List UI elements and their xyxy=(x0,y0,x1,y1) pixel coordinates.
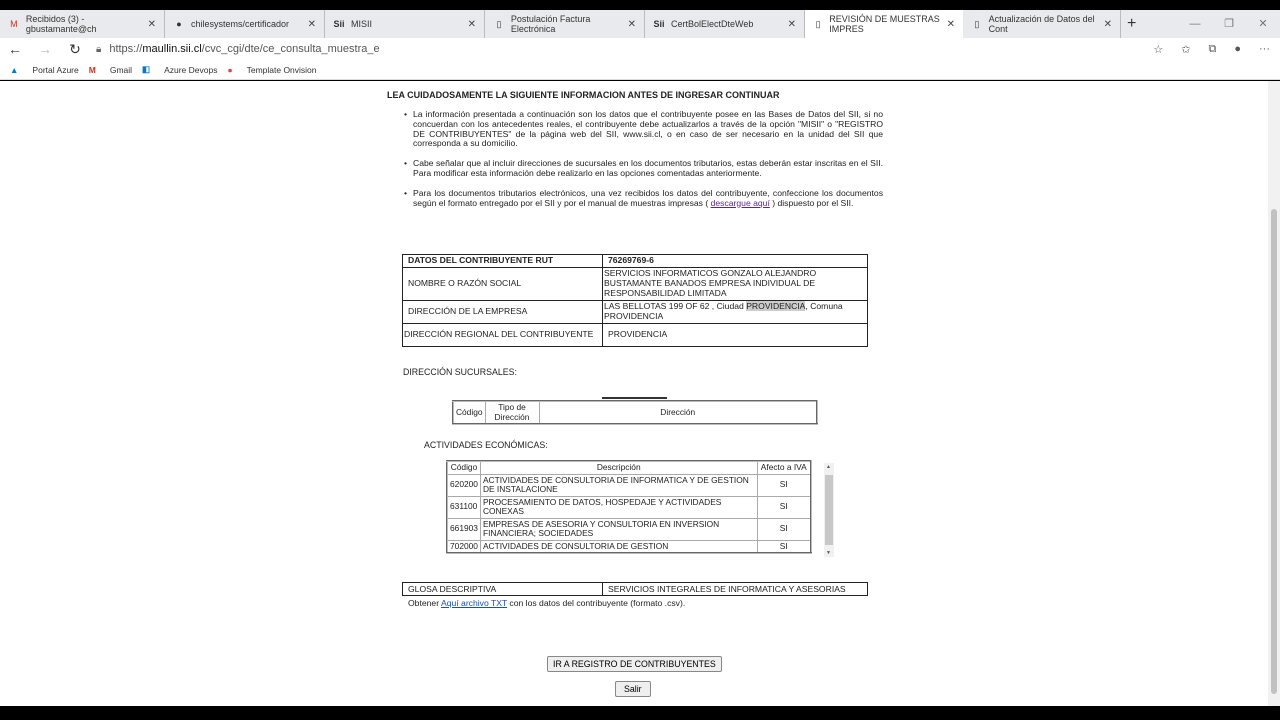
restore-button[interactable]: ❐ xyxy=(1224,18,1234,30)
col-header: Descripción xyxy=(480,461,757,474)
add-favorite-icon[interactable]: ☆ xyxy=(1153,43,1164,56)
minimize-button[interactable]: — xyxy=(1189,18,1201,30)
direccion-value: LAS BELLOTAS 199 OF 62 , Ciudad PROVIDENCIA, Comuna PROVIDENCIA xyxy=(603,300,868,323)
close-tab-icon[interactable]: ✕ xyxy=(307,18,316,30)
table-row: 620200 ACTIVIDADES DE CONSULTORIA DE INFORMATICA Y DE GESTION DE INSTALACIONE SI xyxy=(447,474,811,496)
nombre-value: SERVICIOS INFORMATICOS GONZALO ALEJANDRO BUSTAMANTE BANADOS EMPRESA INDIVIDUAL DE RESPONSABILIDAD LIMITADA xyxy=(603,267,868,300)
txt-download-link[interactable]: Aquí archivo TXT xyxy=(440,598,508,608)
gmail-icon: M xyxy=(10,19,18,29)
salir-button[interactable]: Salir xyxy=(615,681,651,697)
tab-misii[interactable]: Sii MISII ✕ xyxy=(325,10,485,38)
actividades-label: ACTIVIDADES ECONÓMICAS: xyxy=(424,440,548,450)
close-window-button[interactable]: ✕ xyxy=(1258,18,1268,30)
scroll-thumb[interactable] xyxy=(1271,209,1277,694)
sucursales-label: DIRECCIÓN SUCURSALES: xyxy=(403,367,517,377)
col-header: Código xyxy=(453,401,485,424)
info-list xyxy=(413,110,883,218)
bookmark-template-onvision[interactable]: ● Template Onvision xyxy=(227,64,317,75)
info-bullet: • Para los documentos tributarios electrónicos, una vez recibidos los datos del contribuyente, confeccione los documentos según el formato entregado por el SII y por el manual de muestras impresas ( descargue aquí ) dispuesto por el SII. xyxy=(413,189,883,209)
col-header: Tipo de Dirección xyxy=(485,401,539,424)
azure-icon: ▲ xyxy=(10,64,19,75)
page-heading: LEA CUIDADOSAMENTE LA SIGUIENTE INFORMACION ANTES DE INGRESAR CONTINUAR xyxy=(387,90,780,100)
tab-certbol[interactable]: Sii CertBolElectDteWeb ✕ xyxy=(645,10,805,38)
regional-label: DIRECCIÓN REGIONAL DEL CONTRIBUYENTE xyxy=(403,323,603,346)
sii-icon: Sii xyxy=(653,19,665,29)
more-icon[interactable]: ··· xyxy=(1259,42,1270,55)
rut-value: 76269769-6 xyxy=(603,255,868,268)
info-bullet: • Cabe señalar que al incluir direcciones de sucursales en los documentos tributarios, estas deberán estar inscritas en el SII. Para modificar esta información debe realizarlo en las opciones comentadas anteriormente. xyxy=(413,159,883,179)
tab-revision-active[interactable]: ▯ REVISIÓN DE MUESTRAS IMPRES ✕ xyxy=(805,10,963,38)
back-icon[interactable]: ← xyxy=(8,41,22,57)
reload-icon[interactable]: ↻ xyxy=(69,40,81,57)
info-bullet: • La información presentada a continuación son los datos que el contribuyente posee en las Bases de Datos del SII, si no concuerdan con los antecedentes reales, el contribuyente debe actualizarlos a través de la opción "MISII" o "REGISTRO DE CONTRIBUYENTES" de la página web del SII, www.sii.cl, o en caso de ser necesario en la unidad del SII que corresponda a su domicilio. xyxy=(413,110,883,149)
descargue-link[interactable]: descargue aquí xyxy=(710,197,770,208)
close-tab-icon[interactable]: ✕ xyxy=(467,18,476,30)
direccion-label: DIRECCIÓN DE LA EMPRESA xyxy=(403,300,603,323)
table-row: 702000 ACTIVIDADES DE CONSULTORIA DE GESTION SI xyxy=(447,540,811,553)
actividades-scrollbar[interactable] xyxy=(824,463,834,557)
glosa-label: GLOSA DESCRIPTIVA xyxy=(403,583,603,596)
regional-value: PROVIDENCIA xyxy=(603,323,868,346)
nombre-label: NOMBRE O RAZÓN SOCIAL xyxy=(403,267,603,300)
col-header: Afecto a IVA xyxy=(757,461,811,474)
col-header: Dirección xyxy=(539,401,817,424)
new-tab-button[interactable]: + xyxy=(1127,15,1137,32)
tab-bar xyxy=(0,10,1280,38)
close-tab-icon[interactable]: ✕ xyxy=(787,18,796,30)
bookmark-portal-azure[interactable]: ▲ Portal Azure xyxy=(10,64,79,75)
registro-contribuyentes-button[interactable]: IR A REGISTRO DE CONTRIBUYENTES xyxy=(547,656,722,672)
page-scrollbar[interactable] xyxy=(1268,81,1280,706)
bottom-bar xyxy=(0,706,1280,720)
address-bar-row xyxy=(0,38,1280,60)
close-tab-icon[interactable]: ✕ xyxy=(627,18,636,30)
profile-avatar[interactable]: ● xyxy=(1234,42,1241,55)
txt-download-line: Obtener Aquí archivo TXT con los datos del contribuyente (formato .csv). xyxy=(408,598,686,608)
rut-label: DATOS DEL CONTRIBUYENTE RUT xyxy=(403,255,603,268)
close-tab-icon[interactable]: ✕ xyxy=(1103,18,1112,30)
col-header: Código xyxy=(447,461,480,474)
contribuyente-table xyxy=(402,254,868,347)
tab-postulacion[interactable]: ▯ Postulación Factura Electrónica ✕ xyxy=(485,10,645,38)
page-icon: ▯ xyxy=(815,18,821,29)
favorites-icon[interactable]: ✩ xyxy=(1181,43,1191,56)
glosa-table xyxy=(402,582,868,596)
close-tab-icon[interactable]: ✕ xyxy=(147,18,156,30)
scroll-up-icon[interactable]: ▲ xyxy=(826,464,831,470)
table-row: 631100 PROCESAMIENTO DE DATOS, HOSPEDAJE Y ACTIVIDADES CONEXAS SI xyxy=(447,496,811,518)
page-icon: ▯ xyxy=(496,18,502,29)
divider xyxy=(602,397,667,399)
sucursales-table xyxy=(452,400,818,425)
bookmark-azure-devops[interactable]: ◧ Azure Devops xyxy=(142,64,218,75)
close-tab-icon[interactable]: ✕ xyxy=(946,18,955,30)
collections-icon[interactable]: ⧉ xyxy=(1208,42,1217,55)
forward-icon[interactable]: → xyxy=(38,41,52,57)
bookmarks-bar xyxy=(0,60,1280,80)
table-row: 661903 EMPRESAS DE ASESORIA Y CONSULTORIA EN INVERSION FINANCIERA; SOCIEDADES SI xyxy=(447,518,811,540)
scroll-thumb[interactable] xyxy=(825,475,833,545)
lock-icon: 🔒︎ xyxy=(96,43,102,55)
onvision-icon: ● xyxy=(227,64,233,75)
page-icon: ▯ xyxy=(974,18,980,29)
scroll-down-icon[interactable]: ▼ xyxy=(826,550,831,556)
actividades-table xyxy=(446,460,812,554)
sii-icon: Sii xyxy=(333,19,345,29)
glosa-value: SERVICIOS INTEGRALES DE INFORMATICA Y ASESORIAS xyxy=(603,583,868,596)
page-content xyxy=(0,81,1268,706)
url-input[interactable]: https://maullin.sii.cl/cvc_cgi/dte/ce_consulta_muestra_e xyxy=(109,43,380,55)
github-icon: ● xyxy=(176,19,182,29)
gmail-icon: M xyxy=(88,64,96,75)
bookmark-gmail[interactable]: M Gmail xyxy=(88,64,133,75)
devops-icon: ◧ xyxy=(142,64,151,74)
tab-gmail[interactable]: M Recibidos (3) - gbustamante@ch ✕ xyxy=(0,10,165,38)
selected-text: PROVIDENCIA xyxy=(746,301,806,311)
tab-github[interactable]: ● chilesystems/certificador ✕ xyxy=(165,10,325,38)
tab-actualizacion[interactable]: ▯ Actualización de Datos del Cont ✕ xyxy=(963,10,1121,38)
